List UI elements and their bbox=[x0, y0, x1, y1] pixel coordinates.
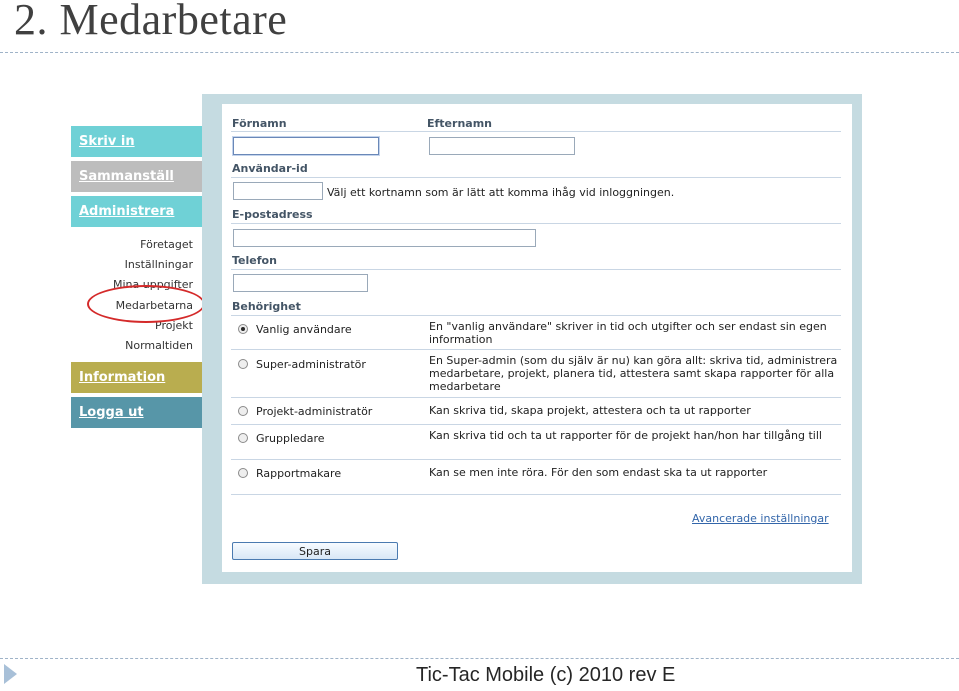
role-name-vanlig-anvandare: Vanlig användare bbox=[256, 323, 352, 336]
nav-administrera[interactable]: Administrera bbox=[71, 196, 202, 227]
role-desc-vanlig-anvandare: En "vanlig användare" skriver in tid och utgifter och ser endast sin egen information bbox=[429, 320, 827, 346]
role-desc-super-administrator: En Super-admin (som du själv är nu) kan göra allt: skriva tid, administrera medarbetare, projekt, planera tid, attestera samt skapa rapporter för alla medarbetare bbox=[429, 354, 838, 393]
admin-submenu bbox=[71, 231, 202, 362]
submenu-item-mina-uppgifter[interactable]: Mina uppgifter bbox=[112, 278, 193, 292]
divider bbox=[231, 177, 841, 178]
divider bbox=[231, 269, 841, 270]
radio-gruppledare[interactable] bbox=[238, 433, 248, 443]
submenu-item-foretaget[interactable]: Företaget bbox=[140, 238, 193, 251]
anvandar-id-label: Användar-id bbox=[232, 162, 308, 175]
nav-logga-ut[interactable]: Logga ut bbox=[71, 397, 202, 428]
advanced-settings-link[interactable]: Avancerade inställningar bbox=[692, 512, 829, 525]
epost-label: E-postadress bbox=[232, 208, 313, 221]
fornamn-input[interactable] bbox=[233, 137, 379, 155]
triangle-right-icon bbox=[4, 664, 17, 684]
nav-skriv-in[interactable]: Skriv in bbox=[71, 126, 202, 157]
nav-sammanstall[interactable]: Sammanställ bbox=[71, 161, 202, 192]
footer-divider bbox=[0, 658, 959, 659]
fornamn-label: Förnamn bbox=[232, 117, 287, 130]
employee-form bbox=[222, 104, 852, 572]
role-name-gruppledare: Gruppledare bbox=[256, 432, 325, 445]
title-divider bbox=[0, 52, 959, 53]
telefon-input[interactable] bbox=[233, 274, 368, 292]
divider bbox=[231, 459, 841, 460]
telefon-label: Telefon bbox=[232, 254, 277, 267]
radio-projekt-administrator[interactable] bbox=[238, 406, 248, 416]
divider bbox=[231, 397, 841, 398]
radio-vanlig-anvandare[interactable] bbox=[238, 324, 248, 334]
efternamn-label: Efternamn bbox=[427, 117, 492, 130]
submenu-item-installningar[interactable]: Inställningar bbox=[124, 258, 193, 272]
radio-super-administrator[interactable] bbox=[238, 359, 248, 369]
submenu-item-projekt[interactable]: Projekt bbox=[155, 318, 193, 332]
divider bbox=[231, 223, 841, 224]
anvandar-id-input[interactable] bbox=[233, 182, 323, 200]
anvandar-id-hint: Välj ett kortnamn som är lätt att komma ihåg vid inloggningen. bbox=[327, 186, 675, 199]
epost-input[interactable] bbox=[233, 229, 536, 247]
divider bbox=[231, 349, 841, 350]
submenu-item-normaltiden[interactable]: Normaltiden bbox=[125, 338, 193, 352]
footer-text: Tic-Tac Mobile (c) 2010 rev E bbox=[416, 664, 676, 686]
role-name-rapportmakare: Rapportmakare bbox=[256, 467, 342, 480]
divider bbox=[231, 131, 841, 132]
left-navigation bbox=[71, 126, 202, 432]
slide-title: 2. Medarbetare bbox=[14, 0, 288, 44]
radio-rapportmakare[interactable] bbox=[238, 468, 248, 478]
save-button[interactable]: Spara bbox=[232, 542, 398, 560]
role-desc-projekt-administrator: Kan skriva tid, skapa projekt, attestera och ta ut rapporter bbox=[429, 404, 751, 417]
role-name-projekt-administrator: Projekt-administratör bbox=[256, 405, 373, 418]
submenu-item-medarbetarna[interactable]: Medarbetarna bbox=[115, 298, 193, 312]
behorighet-label: Behörighet bbox=[232, 300, 301, 313]
divider bbox=[231, 315, 841, 316]
efternamn-input[interactable] bbox=[429, 137, 575, 155]
role-desc-rapportmakare: Kan se men inte röra. För den som endast ska ta ut rapporter bbox=[429, 466, 768, 479]
role-name-super-administrator: Super-administratör bbox=[256, 358, 366, 371]
divider bbox=[231, 424, 841, 425]
divider bbox=[231, 494, 841, 495]
role-desc-gruppledare: Kan skriva tid och ta ut rapporter för de projekt han/hon har tillgång till bbox=[429, 429, 822, 442]
nav-information[interactable]: Information bbox=[71, 362, 202, 393]
